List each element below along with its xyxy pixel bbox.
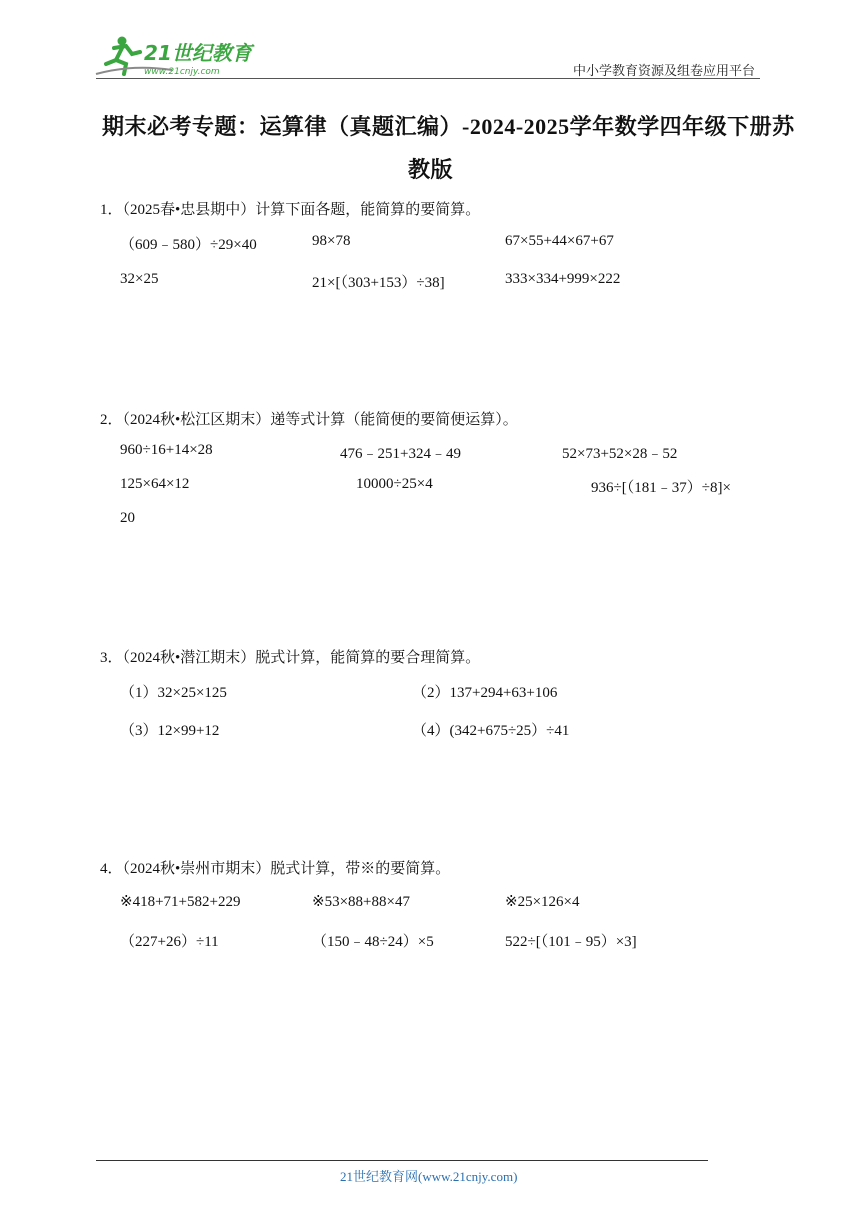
runner-logo-icon <box>92 34 262 80</box>
q4-item: ※53×88+88×47 <box>312 894 410 910</box>
q2-item: 52×73+52×28﹣52 <box>562 446 678 462</box>
q2-item: 125×64×12 <box>120 476 190 492</box>
q1-item: 98×78 <box>312 233 351 249</box>
q3-item: （3）12×99+12 <box>120 723 220 739</box>
question-1: 1．（2025春•忠县期中）计算下面各题，能简算的要简算。 <box>100 202 481 218</box>
question-3: 3．（2024秋•潜江期末）脱式计算，能简算的要合理简算。 <box>100 650 481 666</box>
q4-item: ※418+71+582+229 <box>120 894 241 910</box>
q3-item: （1）32×25×125 <box>120 685 227 701</box>
q2-item: 10000÷25×4 <box>356 476 433 492</box>
q1-item: 67×55+44×67+67 <box>505 233 614 249</box>
footer-link[interactable]: 21世纪教育网(www.21cnjy.com) <box>340 1169 518 1184</box>
page-title-line2: 教版 <box>408 157 454 182</box>
q4-item: ※25×126×4 <box>505 894 580 910</box>
question-4: 4．（2024秋•崇州市期末）脱式计算，带※的要简算。 <box>100 861 451 877</box>
question-2: 2．（2024秋•松江区期末）递等式计算（能简便的要简便运算）。 <box>100 412 518 428</box>
header-divider <box>96 78 760 79</box>
header-platform-text: 中小学教育资源及组卷应用平台 <box>573 63 756 78</box>
svg-text:www.21cnjy.com: www.21cnjy.com <box>144 67 220 77</box>
footer-divider <box>96 1160 708 1161</box>
q2-item-continued: 20 <box>120 510 135 526</box>
site-logo <box>92 34 262 80</box>
q2-item: 476﹣251+324﹣49 <box>340 446 461 462</box>
q2-item: 936÷[（181﹣37）÷8]× <box>591 480 731 496</box>
svg-text:21世纪教育: 21世纪教育 <box>144 41 252 65</box>
q1-item: （609﹣580）÷29×40 <box>120 237 257 253</box>
q1-item: 32×25 <box>120 271 159 287</box>
q4-item: （227+26）÷11 <box>120 934 219 950</box>
page-title-line1: 期末必考专题：运算律（真题汇编）-2024-2025学年数学四年级下册苏 <box>102 114 795 139</box>
q1-item: 21×[（303+153）÷38] <box>312 275 445 291</box>
q1-item: 333×334+999×222 <box>505 271 621 287</box>
q3-item: （4）(342+675÷25）÷41 <box>412 723 570 739</box>
q3-item: （2）137+294+63+106 <box>412 685 558 701</box>
q4-item: 522÷[（101﹣95）×3] <box>505 934 637 950</box>
q4-item: （150﹣48÷24）×5 <box>312 934 434 950</box>
q2-item: 960÷16+14×28 <box>120 442 213 458</box>
